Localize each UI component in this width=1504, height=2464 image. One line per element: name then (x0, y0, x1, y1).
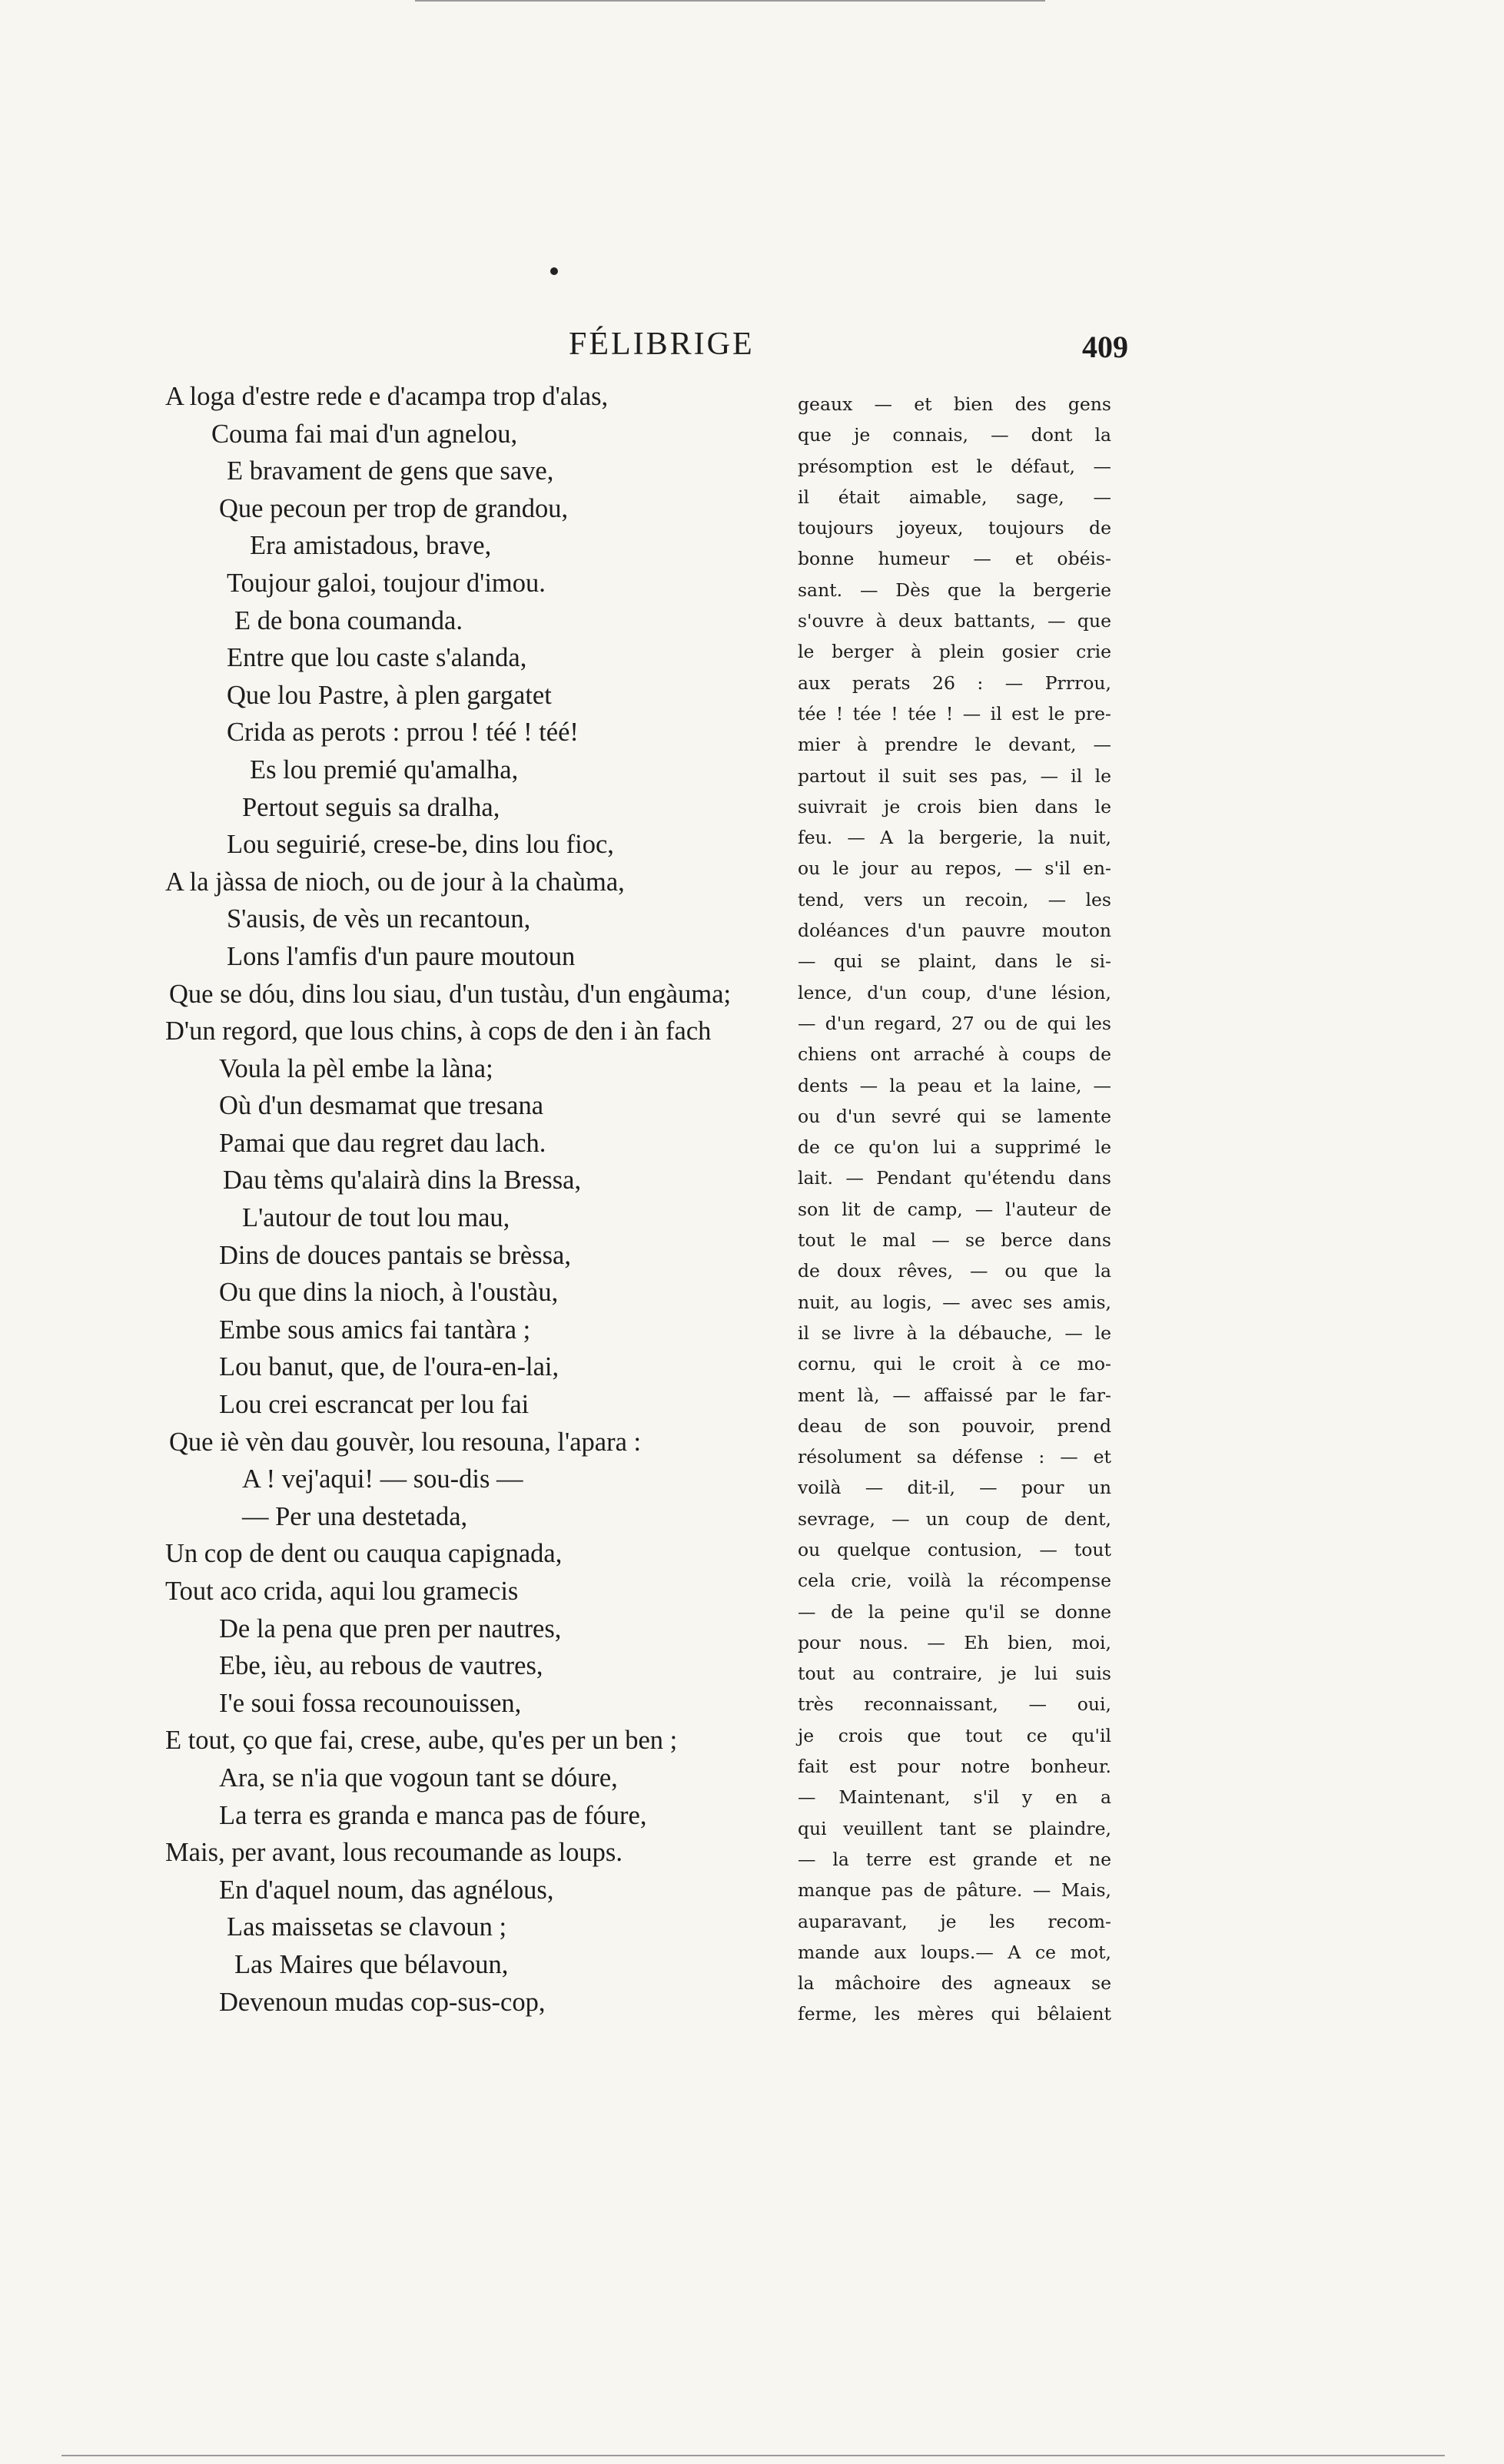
poem-line: Pertout seguis sa dralha, (242, 792, 500, 822)
poem-line: E bravament de gens que save, (227, 456, 554, 486)
translation-line: tout au contraire, je lui suis (798, 1663, 1111, 1685)
translation-line: ou quelque contusion, — tout (798, 1538, 1111, 1560)
poem-line: E de bona coumanda. (234, 605, 463, 635)
translation-line: sant. — Dès que la bergerie (798, 579, 1111, 601)
translation-line: très reconnaissant, — oui, (798, 1693, 1111, 1716)
poem-line: E tout, ço que fai, crese, aube, qu'es per un ben ; (165, 1726, 678, 1756)
poem-line: Ara, se n'ia que vogoun tant se dóure, (219, 1763, 618, 1792)
translation-line: partout il suit ses pas, — il le (798, 764, 1111, 787)
bottom-border-line (61, 2455, 1445, 2456)
poem-line: Que pecoun per trop de grandou, (219, 493, 569, 523)
poem-line: A la jàssa de nioch, ou de jour à la chaùma, (165, 867, 625, 897)
translation-line: s'ouvre à deux battants, — que (798, 610, 1111, 632)
poem-line: Pamai que dau regret dau lach. (219, 1128, 546, 1158)
poem-line: L'autour de tout lou mau, (242, 1203, 510, 1233)
occitan-poem-column (165, 378, 795, 2021)
poem-line: Las Maires que bélavoun, (234, 1949, 509, 1979)
translation-line: voilà — dit-il, — pour un (798, 1477, 1111, 1499)
translation-line: — de la peine qu'il se donne (798, 1600, 1111, 1623)
translation-line: geaux — et bien des gens (798, 393, 1111, 415)
poem-line: Lons l'amfis d'un paure moutoun (227, 941, 576, 971)
translation-line: cela crie, voilà la récompense (798, 1570, 1111, 1592)
translation-line: feu. — A la bergerie, la nuit, (798, 827, 1111, 849)
translation-line: il se livre à la débauche, — le (798, 1322, 1111, 1344)
translation-line: le berger à plein gosier crie (798, 641, 1111, 663)
translation-line: toujours joyeux, toujours de (798, 517, 1111, 539)
poem-line: Ebe, ièu, au rebous de vautres, (219, 1651, 543, 1681)
translation-line: ferme, les mères qui bêlaient (798, 2003, 1111, 2025)
poem-line: Un cop de dent ou cauqua capignada, (165, 1539, 563, 1569)
translation-line: doléances d'un pauvre mouton (798, 920, 1111, 942)
poem-line: Toujour galoi, toujour d'imou. (227, 568, 546, 598)
translation-line: tée ! tée ! tée ! — il est le pre- (798, 702, 1111, 725)
poem-line: Où d'un desmamat que tresana (219, 1091, 544, 1121)
french-translation-column (798, 389, 1111, 2030)
poem-line: Que lou Pastre, à plen gargatet (227, 680, 552, 710)
translation-line: ou d'un sevré qui se lamente (798, 1105, 1111, 1127)
translation-line: ment là, — affaissé par le far- (798, 1384, 1111, 1406)
translation-line: présomption est le défaut, — (798, 455, 1111, 477)
translation-line: ou le jour au repos, — s'il en- (798, 857, 1111, 880)
poem-line: S'ausis, de vès un recantoun, (227, 904, 531, 934)
translation-line: sevrage, — un coup de dent, (798, 1507, 1111, 1530)
translation-line: mande aux loups.— A ce mot, (798, 1941, 1111, 1963)
poem-line: Embe sous amics fai tantàra ; (219, 1315, 531, 1345)
translation-line: nuit, au logis, — avec ses amis, (798, 1291, 1111, 1313)
poem-line: Que se dóu, dins lou siau, d'un tustàu, d'un engàuma; (169, 979, 732, 1009)
poem-line: Es lou premié qu'amalha, (250, 754, 519, 784)
translation-line: que je connais, — dont la (798, 424, 1111, 446)
poem-line: I'e soui fossa recounouissen, (219, 1688, 522, 1718)
translation-line: — qui se plaint, dans le si- (798, 950, 1111, 973)
ink-dot (550, 267, 558, 275)
translation-line: qui veuillent tant se plaindre, (798, 1817, 1111, 1839)
poem-line: Las maissetas se clavoun ; (227, 1912, 507, 1942)
translation-line: chiens ont arraché à coups de (798, 1043, 1111, 1066)
translation-line: résolument sa défense : — et (798, 1446, 1111, 1468)
translation-line: bonne humeur — et obéis- (798, 548, 1111, 570)
translation-line: — Maintenant, s'il y en a (798, 1786, 1111, 1809)
translation-line: manque pas de pâture. — Mais, (798, 1879, 1111, 1902)
poem-line: Lou seguirié, crese-be, dins lou fioc, (227, 830, 614, 860)
poem-line: Tout aco crida, aqui lou gramecis (165, 1577, 519, 1606)
poem-line: De la pena que pren per nautres, (219, 1613, 562, 1643)
poem-line: Era amistadous, brave, (250, 531, 492, 561)
translation-line: — d'un regard, 27 ou de qui les (798, 1012, 1111, 1034)
translation-line: lence, d'un coup, d'une lésion, (798, 981, 1111, 1003)
poem-line: Que iè vèn dau gouvèr, lou resouna, l'apara : (169, 1427, 642, 1457)
translation-line: auparavant, je les recom- (798, 1910, 1111, 1932)
translation-line: lait. — Pendant qu'étendu dans (798, 1167, 1111, 1189)
poem-line: Voula la pèl embe la làna; (219, 1053, 493, 1083)
poem-line: Crida as perots : prrou ! téé ! téé! (227, 718, 579, 748)
poem-line: — Per una destetada, (242, 1501, 468, 1531)
translation-line: il était aimable, sage, — (798, 486, 1111, 508)
translation-line: — la terre est grande et ne (798, 1848, 1111, 1870)
poem-line: Couma fai mai d'un agnelou, (211, 419, 518, 449)
translation-line: je crois que tout ce qu'il (798, 1724, 1111, 1746)
poem-line: A loga d'estre rede e d'acampa trop d'alas, (165, 382, 609, 411)
translation-line: pour nous. — Eh bien, moi, (798, 1631, 1111, 1653)
translation-line: de doux rêves, — ou que la (798, 1260, 1111, 1282)
poem-line: La terra es granda e manca pas de fóure, (219, 1800, 647, 1830)
poem-line: A ! vej'aqui! — sou-dis — (242, 1464, 523, 1494)
poem-line: Lou crei escrancat per lou fai (219, 1390, 530, 1420)
translation-line: tend, vers un recoin, — les (798, 888, 1111, 910)
translation-line: suivrait je crois bien dans le (798, 795, 1111, 817)
poem-line: Dau tèms qu'alairà dins la Bressa, (223, 1166, 582, 1196)
poem-line: Devenoun mudas cop-sus-cop, (219, 1987, 546, 2017)
poem-line: Ou que dins la nioch, à l'oustàu, (219, 1278, 559, 1308)
translation-line: la mâchoire des agneaux se (798, 1972, 1111, 1995)
translation-line: dents — la peau et la laine, — (798, 1074, 1111, 1096)
translation-line: deau de son pouvoir, prend (798, 1414, 1111, 1437)
translation-line: de ce qu'on lui a supprimé le (798, 1136, 1111, 1159)
translation-line: mier à prendre le devant, — (798, 734, 1111, 756)
translation-line: cornu, qui le croit à ce mo- (798, 1353, 1111, 1375)
poem-line: Mais, per avant, lous recoumande as loups. (165, 1838, 623, 1868)
translation-line: fait est pour notre bonheur. (798, 1756, 1111, 1778)
top-border-line (415, 0, 1045, 2)
translation-line: tout le mal — se berce dans (798, 1229, 1111, 1252)
running-head: FÉLIBRIGE (569, 327, 755, 362)
poem-line: Entre que lou caste s'alanda, (227, 643, 527, 673)
page-number: 409 (1082, 330, 1128, 364)
translation-line: aux perats 26 : — Prrrou, (798, 672, 1111, 694)
poem-line: Dins de douces pantais se brèssa, (219, 1240, 571, 1270)
translation-line: son lit de camp, — l'auteur de (798, 1198, 1111, 1220)
poem-line: Lou banut, que, de l'oura-en-lai, (219, 1352, 559, 1382)
poem-line: D'un regord, que lous chins, à cops de den i àn fach (165, 1016, 712, 1046)
poem-line: En d'aquel noum, das agnélous, (219, 1875, 554, 1905)
